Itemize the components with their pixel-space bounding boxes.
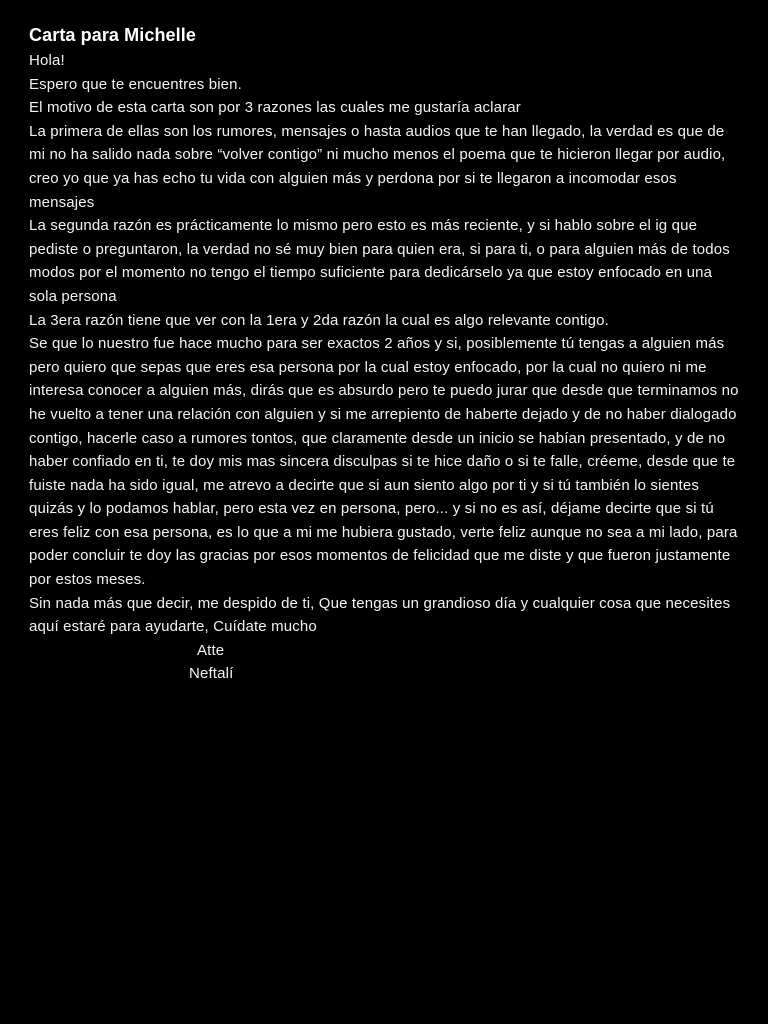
paragraph-third-reason: La 3era razón tiene que ver con la 1era y 2da razón la cual es algo relevante contigo. <box>29 311 609 329</box>
paragraph-purpose: El motivo de esta carta son por 3 razones las cuales me gustaría aclarar <box>29 99 521 117</box>
note-title: Carta para Michelle <box>29 25 196 45</box>
paragraph-first-reason: La primera de ellas son los rumores, mensajes o hasta audios que te han llegado, la verdad es que de mi no ha salido nada sobre “volver contigo” ni mucho menos el poema que te hicieron llegar por audio, creo yo que ya has echo tu vida con alguien más y perdona por si te llegaron a incomodar esos mensajes <box>29 122 726 211</box>
note-body[interactable] <box>29 49 741 686</box>
paragraph-main: Se que lo nuestro fue hace mucho para ser exactos 2 años y si, posiblemente tú tengas a alguien más pero quiero que sepas que eres esa persona por la cual estoy enfocado, por la cual no quiero ni me interesa conocer a alguien más, dirás que es absurdo pero te puedo jurar que desde que terminamos no he vuelto a tener una relación con alguien y si me arrepiento de haberte dejado y de no haber dialogado contigo, hacerle caso a rumores tontos, que claramente desde un inicio se habían presentado, y de no haber confiado en ti, te doy mis mas sincera disculpas si te hice daño o si te falle, créeme, desde que te fuiste nada ha sido igual, me atrevo a decirte que si aun siento algo por ti y si tú también lo sientes quizás y lo podamos hablar, pero esta vez en persona, pero... y si no es así, déjame decirte que si tú eres feliz con esa persona, es lo que a mi me hubiera gustado, verte feliz aunque no sea a mi lado, para poder concluir te doy las gracias por esos momentos de felicidad que me diste y que fueron justamente por estos meses. <box>29 335 739 589</box>
note-document[interactable] <box>29 22 741 686</box>
paragraph-wellbeing: Espero que te encuentres bien. <box>29 75 242 93</box>
paragraph-second-reason: La segunda razón es prácticamente lo mismo pero esto es más reciente, y si hablo sobre el ig que pediste o preguntaron, la verdad no sé muy bien para quien era, si para ti, o para alguien más de todos modos por el momento no tengo el tiempo suficiente para dedicárselo ya que estoy enfocado en una sola persona <box>29 217 730 305</box>
paragraph-farewell: Sin nada más que decir, me despido de ti, Que tengas un grandioso día y cualquier cosa que necesites aquí estaré para ayudarte, Cuídate mucho <box>29 594 731 636</box>
closing-text: Atte <box>197 641 225 659</box>
paragraph-greeting: Hola! <box>29 52 65 69</box>
signature-text: Neftalí <box>189 665 234 683</box>
